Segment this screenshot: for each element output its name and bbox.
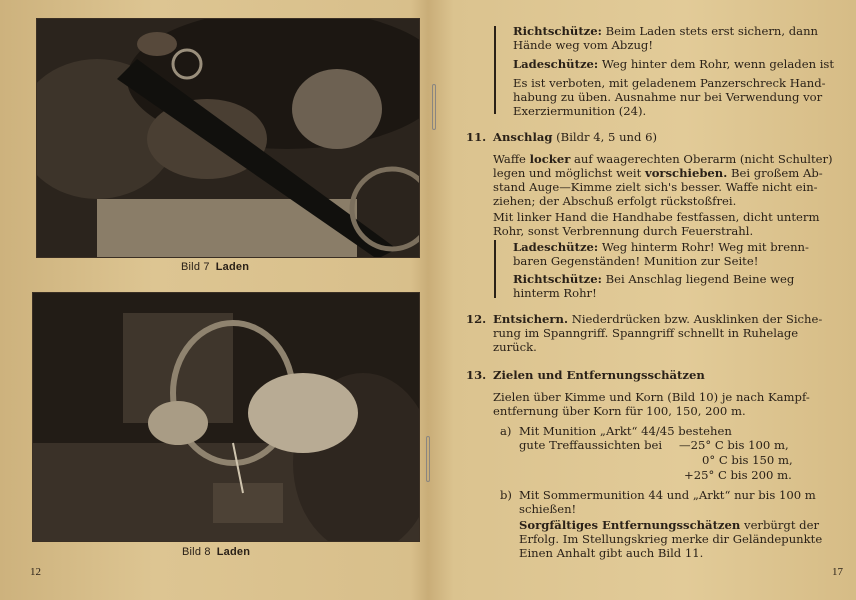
s12-l1-text: Niederdrücken bzw. Ausklinken der Siche- bbox=[571, 312, 823, 326]
block1-line6: Exerziermunition (24). bbox=[513, 104, 647, 118]
role-ladeschuetze: Ladeschütze: bbox=[513, 57, 599, 71]
block1-line4: Es ist verboten, mit geladenem Panzerschreck Hand- bbox=[513, 76, 826, 90]
right-page bbox=[428, 0, 856, 600]
section-13-number: 13. bbox=[466, 368, 487, 382]
role-richtschuetze-2: Richtschütze: bbox=[513, 272, 602, 286]
role-ladeschuetze-2: Ladeschütze: bbox=[513, 240, 599, 254]
s12-l2: rung im Spanngriff. Spanngriff schnellt in Ruhelage bbox=[493, 326, 799, 340]
role-richtschuetze: Richtschütze: bbox=[513, 24, 602, 38]
s13-b-l3 bbox=[519, 518, 819, 532]
s11-p1-l2a: legen und möglichst weit bbox=[493, 166, 645, 180]
s11-p1-l4: ziehen; der Abschuß erfolgt rückstoßfrei. bbox=[493, 194, 737, 208]
block1-line2: Hände weg vom Abzug! bbox=[513, 38, 654, 52]
s11-p2-l2: Rohr, sonst Verbrennung durch Feuerstrahl. bbox=[493, 224, 754, 238]
s11-q2-l1 bbox=[513, 272, 794, 286]
s13-b-l1: Mit Sommermunition 44 und „Arkt“ nur bis 100 m bbox=[519, 488, 816, 502]
s11-p1-l1b: locker bbox=[529, 152, 571, 166]
block1-line1 bbox=[513, 24, 818, 38]
s13-a-label: a) bbox=[500, 424, 512, 438]
block1-line3-text: Weg hinter dem Rohr, wenn geladen ist bbox=[601, 57, 835, 71]
s13-b-l5: Einen Anhalt gibt auch Bild 11. bbox=[519, 546, 704, 560]
block1-line5: habung zu üben. Ausnahme nur bei Verwendung vor bbox=[513, 90, 823, 104]
s11-q1-text: Weg hinterm Rohr! Weg mit brenn- bbox=[601, 240, 809, 254]
s13-a-t1: —25° C bis 100 m, bbox=[679, 438, 789, 452]
s12-l1 bbox=[493, 312, 822, 326]
block1-line1-text: Beim Laden stets erst sichern, dann bbox=[605, 24, 819, 38]
caption-bild-7-title: Laden bbox=[215, 261, 250, 273]
s11-q1-l2: baren Gegenständen! Munition zur Seite! bbox=[513, 254, 759, 268]
photo-bild-8 bbox=[32, 292, 420, 542]
s11-p1-l2b: vorschieben. bbox=[644, 166, 728, 180]
s13-b-l2: schießen! bbox=[519, 502, 577, 516]
s11-p1-l1 bbox=[493, 152, 833, 166]
s11-p2-l1: Mit linker Hand die Handhabe festfassen, dicht unterm bbox=[493, 210, 820, 224]
photo-bild-7 bbox=[36, 18, 420, 258]
s11-p1-l1a: Waffe bbox=[493, 152, 530, 166]
photo-bild-7-image bbox=[37, 19, 420, 258]
caption-bild-8 bbox=[182, 546, 250, 558]
quote-bar-mid bbox=[494, 240, 496, 298]
s13-l2: entfernung über Korn für 100, 150, 200 m. bbox=[493, 404, 746, 418]
block1-line3 bbox=[513, 57, 834, 71]
caption-bild-7-label: Bild 7 bbox=[181, 261, 210, 273]
s13-a-l1: Mit Munition „Arkt“ 44/45 bestehen bbox=[519, 424, 732, 438]
s11-q2-l2: hinterm Rohr! bbox=[513, 286, 597, 300]
quote-bar-top bbox=[494, 26, 496, 114]
section-11-ref: (Bildr 4, 5 und 6) bbox=[556, 130, 658, 144]
s13-b-l4: Erfolg. Im Stellungskrieg merke dir Geländepunkte bbox=[519, 532, 823, 546]
s11-q2-text: Bei Anschlag liegend Beine weg bbox=[605, 272, 795, 286]
s13-l1: Zielen über Kimme und Korn (Bild 10) je nach Kampf- bbox=[493, 390, 810, 404]
s13-a-l2: gute Treffaussichten bei bbox=[519, 438, 663, 452]
s11-q1-l1 bbox=[513, 240, 809, 254]
s11-p1-l1c: auf waagerechten Oberarm (nicht Schulter) bbox=[570, 152, 833, 166]
section-11-title: Anschlag bbox=[493, 130, 553, 144]
photo-bild-8-image bbox=[33, 293, 420, 542]
section-11-number: 11. bbox=[466, 130, 487, 144]
section-12-number: 12. bbox=[466, 312, 487, 326]
s12-l3: zurück. bbox=[493, 340, 537, 354]
caption-bild-8-title: Laden bbox=[216, 546, 251, 558]
caption-bild-7 bbox=[181, 261, 249, 273]
s13-b-l3b: verbürgt der bbox=[740, 518, 819, 532]
s11-p1-l2c: Bei großem Ab- bbox=[727, 166, 823, 180]
s13-b-l3a: Sorgfältiges Entfernungsschätzen bbox=[519, 518, 741, 532]
section-12-title: Entsichern. bbox=[493, 312, 568, 326]
s11-p1-l2 bbox=[493, 166, 823, 180]
s13-a-t3: +25° C bis 200 m. bbox=[684, 468, 792, 482]
section-13-title: Zielen und Entfernungsschätzen bbox=[493, 368, 705, 382]
s13-a-t2: 0° C bis 150 m, bbox=[702, 453, 793, 467]
page-number-left: 12 bbox=[30, 566, 41, 578]
s11-p1-l3: stand Auge—Kimme zielt sich's besser. Waffe nicht ein- bbox=[493, 180, 818, 194]
page-number-right: 17 bbox=[832, 566, 843, 578]
s13-b-label: b) bbox=[500, 488, 512, 502]
caption-bild-8-label: Bild 8 bbox=[182, 546, 211, 558]
section-11-heading bbox=[493, 130, 657, 144]
